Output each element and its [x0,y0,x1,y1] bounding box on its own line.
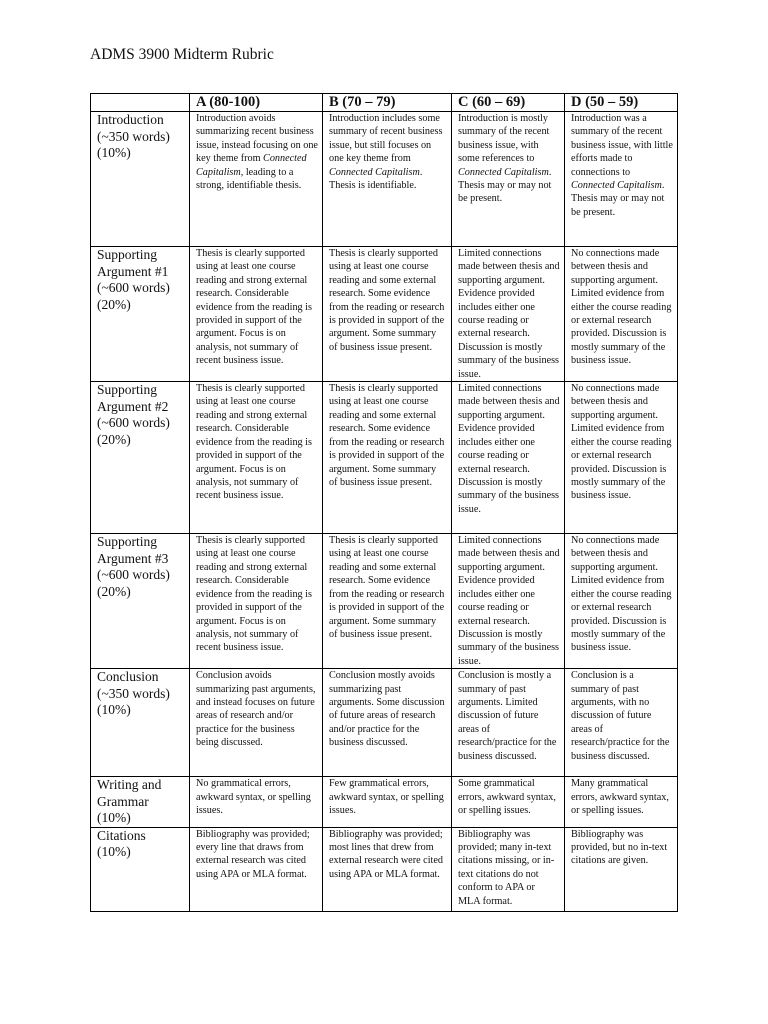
page-title: ADMS 3900 Midterm Rubric [90,46,274,63]
descriptor-cell-d: No connections made between thesis and supporting argument. Limited evidence from either the course reading or external research provided. Discussion is mostly summary of the business issue. [565,534,678,669]
criterion-cell [91,777,190,828]
descriptor-cell-c: Introduction is mostly summary of the recent business issue, with some references to Connected Capitalism. Thesis may or may not be present. [452,112,565,247]
descriptor-cell-d: Conclusion is a summary of past arguments, with no discussion of future areas of research/practice for the business discussed. [565,669,678,777]
criterion-line: Supporting [97,247,158,262]
descriptor-cell-a: No grammatical errors, awkward syntax, or spelling issues. [190,777,323,828]
criterion-line: Argument #1 [97,263,169,279]
descriptor-cell-a: Thesis is clearly supported using at least one course reading and strong external research. Considerable evidence from the reading is provided in support of the argument. Focus is on analysis, not summary of recent business issue. [190,382,323,534]
descriptor-cell-c: Limited connections made between thesis and supporting argument. Evidence provided includes either one course reading or external research. Discussion is mostly summary of the business issue. [452,382,565,534]
descriptor-cell-d: No connections made between thesis and supporting argument. Limited evidence from either the course reading or external research provided. Discussion is mostly summary of the business issue. [565,382,678,534]
criterion-line: Conclusion [97,669,159,685]
criterion-cell [91,247,190,382]
criterion-line: (~350 words) [97,128,170,144]
rubric-table [90,93,678,912]
criterion-cell [91,112,190,247]
criterion-cell [91,534,190,669]
criterion-line: (10%) [97,145,131,160]
criterion-line: Writing and [97,777,162,793]
descriptor-cell-c: Conclusion is mostly a summary of past arguments. Limited discussion of future areas of research/practice for the business discussed. [452,669,565,777]
rubric-row [91,534,678,669]
descriptor-cell-c: Some grammatical errors, awkward syntax, or spelling issues. [452,777,565,828]
descriptor-cell-c: Limited connections made between thesis and supporting argument. Evidence provided includes either one course reading or external research. Discussion is mostly summary of the business issue. [452,247,565,382]
rubric-row [91,247,678,382]
criterion-line: (10%) [97,810,131,826]
criterion-line: (20%) [97,431,131,447]
descriptor-cell-b: Introduction includes some summary of recent business issue, but still focuses on one key theme from Connected Capitalism. Thesis is identifiable. [323,112,452,247]
criterion-cell [91,669,190,777]
rubric-row [91,777,678,828]
criterion-cell [91,827,190,911]
rubric-row [91,382,678,534]
descriptor-cell-a: Thesis is clearly supported using at least one course reading and strong external research. Considerable evidence from the reading is provided in support of the argument. Focus is on analysis, not summary of recent business issue. [190,247,323,382]
criterion-line: Supporting [97,382,158,398]
criterion-line: Argument #2 [97,398,169,414]
descriptor-cell-b: Conclusion mostly avoids summarizing past arguments. Some discussion of future areas of research and/or practice for the business discussed. [323,669,452,777]
criterion-line: Grammar [97,793,149,809]
criterion-line: (10%) [97,702,131,718]
descriptor-cell-d: Many grammatical errors, awkward syntax, or spelling issues. [565,777,678,828]
descriptor-cell-a: Thesis is clearly supported using at least one course reading and strong external research. Considerable evidence from the reading is provided in support of the argument. Focus is on analysis, not summary of recent business issue. [190,534,323,669]
criterion-line: (~600 words) [97,415,170,431]
criterion-cell [91,382,190,534]
grade-header-row [91,94,678,112]
descriptor-cell-a: Bibliography was provided; every line that draws from external research was cited using APA or MLA format. [190,827,323,911]
criterion-line: (~600 words) [97,280,170,295]
descriptor-cell-c: Limited connections made between thesis and supporting argument. Evidence provided includes either one course reading or external research. Discussion is mostly summary of the business issue. [452,534,565,669]
descriptor-cell-b: Thesis is clearly supported using at least one course reading and some external research. Some evidence from the reading or research is provided in support of the argument. Some summary of business issue present. [323,382,452,534]
descriptor-cell-b: Bibliography was provided; most lines that drew from external research were cited using APA or MLA format. [323,827,452,911]
criterion-line: Argument #3 [97,550,169,566]
criterion-line: Introduction [97,112,164,127]
descriptor-cell-b: Thesis is clearly supported using at least one course reading and some external research. Some evidence from the reading or research is provided in support of the argument. Some summary of business issue present. [323,247,452,382]
criterion-line: (20%) [97,583,131,599]
rubric-row [91,112,678,247]
grade-header-d: D (50 – 59) [565,94,678,112]
criterion-line: Citations [97,827,146,843]
descriptor-cell-d: No connections made between thesis and supporting argument. Limited evidence from either the course reading or external research provided. Discussion is mostly summary of the business issue. [565,247,678,382]
criterion-line: (10%) [97,844,131,860]
descriptor-cell-b: Thesis is clearly supported using at least one course reading and some external research. Some evidence from the reading or research is provided in support of the argument. Some summary of business issue present. [323,534,452,669]
grade-header-c: C (60 – 69) [452,94,565,112]
descriptor-cell-c: Bibliography was provided; many in-text citations missing, or in-text citations do not conform to APA or MLA format. [452,827,565,911]
grade-header-b: B (70 – 79) [323,94,452,112]
descriptor-cell-a: Conclusion avoids summarizing past arguments, and instead focuses on future areas of research and/or practice for the business being discussed. [190,669,323,777]
descriptor-cell-d: Introduction was a summary of the recent business issue, with little efforts made to connections to Connected Capitalism. Thesis may or may not be present. [565,112,678,247]
rubric-row [91,827,678,911]
header-corner [91,94,190,112]
criterion-line: (20%) [97,296,131,312]
rubric-row [91,669,678,777]
criterion-line: (~600 words) [97,567,170,583]
criterion-line: (~350 words) [97,685,170,701]
criterion-line: Supporting [97,534,158,550]
grade-header-a: A (80-100) [190,94,323,112]
descriptor-cell-d: Bibliography was provided, but no in-text citations are given. [565,827,678,911]
descriptor-cell-b: Few grammatical errors, awkward syntax, or spelling issues. [323,777,452,828]
descriptor-cell-a: Introduction avoids summarizing recent business issue, instead focusing on one key theme from Connected Capitalism, leading to a strong, identifiable thesis. [190,112,323,247]
